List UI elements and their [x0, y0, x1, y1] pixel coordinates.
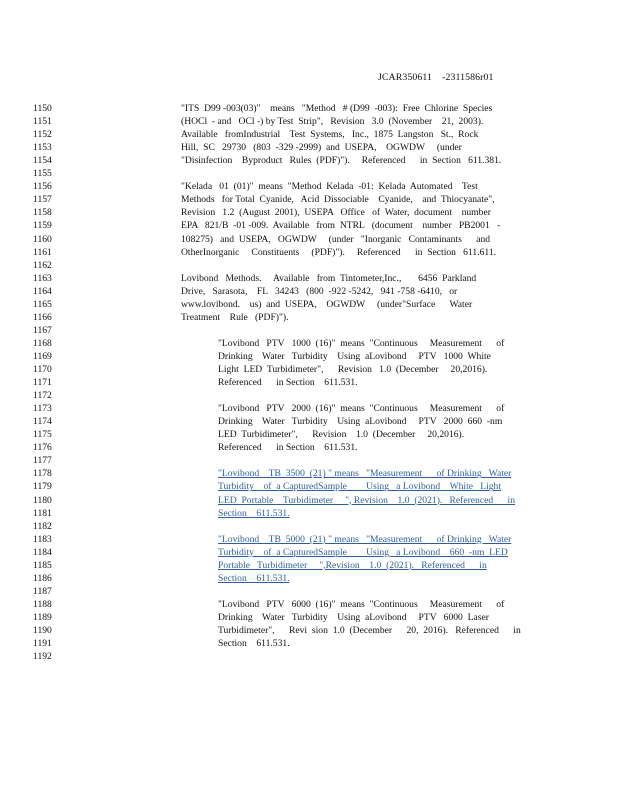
document-line — [0, 415, 618, 428]
line-text: 108275) and USEPA, OGWDW (under "Inorganic Contaminants and — [181, 233, 491, 245]
document-line — [0, 167, 618, 180]
line-number: 1152 — [33, 129, 52, 141]
line-text: www.lovibond. us) and USEPA, OGWDW (under"Surface Water — [181, 298, 473, 310]
line-text: "Disinfection Byproduct Rules (PDF)"). Referenced in Section 611.381. — [181, 155, 502, 167]
line-text: Turbidimeter", Revi sion 1.0 (December 20, 2016). Referenced in — [218, 625, 521, 636]
line-text: Lovibond Methods. Available from Tintometer,Inc., 6456 Parkland — [181, 272, 477, 284]
line-number: 1174 — [33, 416, 52, 428]
document-line — [0, 180, 618, 193]
document-header: JCAR350611 -2311586r01 — [378, 72, 494, 83]
line-text: "Lovibond PTV 2000 (16)" means "Continuous Measurement of — [218, 403, 505, 415]
line-number: 1160 — [33, 233, 52, 245]
line-number: 1163 — [33, 272, 52, 284]
line-text: Hill, SC 29730 (803 -329 -2999) and USEPA, OGWDW (under — [181, 142, 462, 154]
line-number: 1172 — [33, 390, 52, 402]
document-line — [0, 467, 618, 480]
line-text: Referenced in Section 611.531. — [218, 442, 358, 454]
line-number: 1157 — [33, 194, 52, 206]
inserted-text-line: "Lovibond TB 5000 (21) " means "Measurement of Drinking Water — [218, 533, 512, 545]
line-number: 1162 — [33, 259, 52, 271]
line-number: 1167 — [33, 324, 52, 336]
document-line — [0, 572, 618, 585]
line-number: 1183 — [33, 533, 52, 545]
line-text: EPA 821/B -01 -009. Available from NTRL (document number PB2001 - — [181, 220, 501, 232]
document-line — [0, 350, 618, 363]
line-number: 1159 — [33, 220, 52, 232]
line-text: LED Turbidimeter", Revision 1.0 (December 20,2016). — [218, 429, 465, 441]
document-line — [0, 559, 618, 572]
line-text: Light LED Turbidimeter", Revision 1.0 (December 20,2016). — [218, 364, 488, 375]
line-number: 1181 — [33, 507, 52, 519]
line-number: 1186 — [33, 572, 52, 584]
document-line — [0, 585, 618, 598]
line-number: 1165 — [33, 298, 52, 310]
document-line — [0, 650, 618, 663]
line-text: Section 611.531. — [218, 638, 290, 650]
line-number: 1188 — [33, 598, 52, 610]
line-text: "Lovibond PTV 1000 (16)" means "Continuous Measurement of — [218, 337, 505, 349]
line-number: 1185 — [33, 559, 52, 571]
line-number: 1170 — [33, 364, 52, 375]
line-number: 1176 — [33, 442, 52, 454]
document-line — [0, 154, 618, 167]
line-number: 1180 — [33, 494, 52, 506]
document-line — [0, 141, 618, 154]
document-line — [0, 337, 618, 350]
document-line — [0, 624, 618, 637]
document-line — [0, 128, 618, 141]
document-line — [0, 611, 618, 624]
line-text: "ITS D99 -003(03)" means "Method # (D99 -003): Free Chlorine Species — [181, 103, 493, 114]
line-number: 1166 — [33, 311, 52, 323]
document-line — [0, 219, 618, 232]
inserted-text-line: "Lovibond TB 3500 (21) " means "Measurement of Drinking Water — [218, 468, 512, 480]
document-line — [0, 272, 618, 285]
inserted-text-line: Section 611.531. — [218, 507, 290, 519]
line-text: Drive, Sarasota, FL 34243 (800 -922 -5242, 941 -758 -6410, or — [181, 285, 458, 297]
line-number: 1190 — [33, 625, 52, 636]
line-number: 1158 — [33, 207, 52, 219]
document-line — [0, 363, 618, 376]
document-line — [0, 520, 618, 533]
document-line — [0, 206, 618, 219]
document-line — [0, 376, 618, 389]
document-line — [0, 298, 618, 311]
line-text: Available fromIndustrial Test Systems, Inc., 1875 Langston St., Rock — [181, 129, 479, 141]
line-number: 1154 — [33, 155, 52, 167]
document-line — [0, 259, 618, 272]
document-line — [0, 480, 618, 493]
line-number: 1191 — [33, 638, 52, 650]
document-line — [0, 637, 618, 650]
line-text: Drinking Water Turbidity Using aLovibond PTV 1000 White — [218, 350, 491, 362]
document-line — [0, 246, 618, 259]
document-line — [0, 598, 618, 611]
document-line — [0, 311, 618, 324]
line-number: 1171 — [33, 377, 52, 389]
line-number: 1161 — [33, 246, 52, 258]
line-text: "Kelada 01 (01)" means "Method Kelada -01: Kelada Automated Test — [181, 181, 478, 193]
line-number: 1168 — [33, 337, 52, 349]
line-number: 1153 — [33, 142, 52, 154]
document-line — [0, 402, 618, 415]
line-number: 1155 — [33, 168, 52, 180]
document-line — [0, 428, 618, 441]
line-number: 1169 — [33, 350, 52, 362]
line-number: 1177 — [33, 455, 52, 467]
inserted-text-line: Turbidity of a CapturedSample Using a Lovibond White Light — [218, 481, 501, 493]
document-line — [0, 533, 618, 546]
line-number: 1178 — [33, 468, 52, 480]
line-text: Treatment Rule (PDF)"). — [181, 311, 289, 323]
document-line — [0, 546, 618, 559]
line-number: 1150 — [33, 103, 52, 114]
document-line — [0, 389, 618, 402]
line-text: (HOCl - and OCl -) by Test Strip", Revision 3.0 (November 21, 2003). — [181, 116, 484, 128]
document-line — [0, 193, 618, 206]
document-line — [0, 115, 618, 128]
inserted-text-line: Portable Turbidimeter ",Revision 1.0 (2021). Referenced in — [218, 559, 487, 571]
line-text: Referenced in Section 611.531. — [218, 377, 358, 389]
line-number: 1179 — [33, 481, 52, 493]
line-text: Methods for Total Cyanide, Acid Dissociable Cyanide, and Thiocyanate", — [181, 194, 495, 206]
document-line — [0, 285, 618, 298]
line-text: "Lovibond PTV 6000 (16)" means "Continuous Measurement of — [218, 598, 505, 610]
document-line — [0, 324, 618, 337]
line-number: 1175 — [33, 429, 52, 441]
inserted-text-line: Section 611.531. — [218, 572, 290, 584]
line-number: 1192 — [33, 651, 52, 663]
line-text: OtherInorganic Constituents (PDF)"). Referenced in Section 611.611. — [181, 246, 497, 258]
inserted-text-line: LED Portable Turbidimeter ", Revision 1.0 (2021). Referenced in — [218, 494, 516, 506]
line-text: Drinking Water Turbidity Using aLovibond PTV 2000 660 -nm — [218, 416, 503, 428]
line-number: 1184 — [33, 546, 52, 558]
line-number: 1173 — [33, 403, 52, 415]
line-text: Revision 1.2 (August 2001), USEPA Office of Water, document number — [181, 207, 491, 219]
line-number: 1156 — [33, 181, 52, 193]
document-line — [0, 102, 618, 115]
inserted-text-line: Turbidity of a CapturedSample Using a Lovibond 660 -nm LED — [218, 546, 508, 558]
line-text: Drinking Water Turbidity Using aLovibond PTV 6000 Laser — [218, 611, 489, 623]
document-line — [0, 233, 618, 246]
line-number: 1182 — [33, 520, 52, 532]
document-line — [0, 507, 618, 520]
document-line — [0, 494, 618, 507]
document-line — [0, 441, 618, 454]
document-line — [0, 454, 618, 467]
line-number: 1164 — [33, 285, 52, 297]
line-number: 1151 — [33, 116, 52, 128]
line-number: 1189 — [33, 611, 52, 623]
line-number: 1187 — [33, 585, 52, 597]
